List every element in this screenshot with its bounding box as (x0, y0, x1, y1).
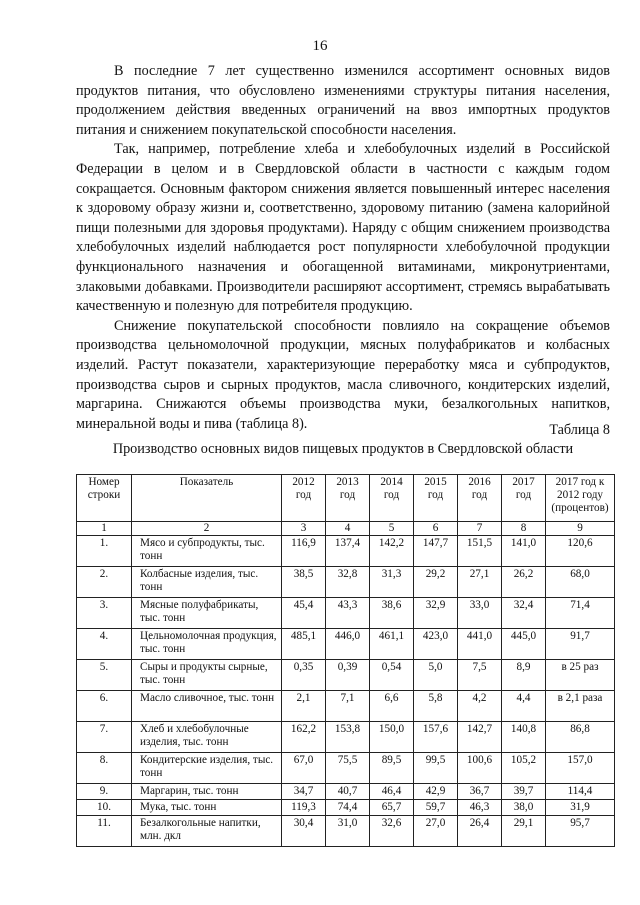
value-cell: 32,9 (414, 598, 458, 629)
value-cell: 67,0 (282, 753, 326, 784)
value-cell: 46,3 (458, 800, 502, 816)
column-header: 2014 год (370, 475, 414, 522)
row-number-cell: 10. (77, 800, 132, 816)
value-cell: 38,6 (370, 598, 414, 629)
table-row (77, 753, 615, 784)
column-header: Показатель (132, 475, 282, 522)
value-cell: 45,4 (282, 598, 326, 629)
value-cell: 7,1 (326, 691, 370, 722)
row-number-cell: 5. (77, 660, 132, 691)
paragraph: Так, например, потребление хлеба и хлебобулочных изделий в Российской Федерации в целом и в Свердловской области в частности с каждым годом сокращается. Основным фактором снижения является повышенный интерес населения к здоровому образу жизни и, соответственно, здоровому питанию (замена калорийной пищи полезными для здоровья продуктами). Наряду с общим снижением производства хлебобулочных изделий наблюдается рост популярности хлебобулочной продукции функционального назначения и обогащенной витаминами, микронутриентами, злаковыми добавками. Производители расширяют ассортимент, стремясь вырабатывать качественную и полезную для потребителя продукцию. (76, 141, 610, 315)
row-number-cell: 11. (77, 816, 132, 847)
row-number-cell: 8. (77, 753, 132, 784)
table-row (77, 784, 615, 800)
value-cell: 147,7 (414, 536, 458, 567)
value-cell: 31,3 (370, 567, 414, 598)
column-index: 4 (326, 522, 370, 536)
value-cell: 26,2 (502, 567, 546, 598)
value-cell: 8,9 (502, 660, 546, 691)
value-cell: 105,2 (502, 753, 546, 784)
value-cell: 30,4 (282, 816, 326, 847)
value-cell: 89,5 (370, 753, 414, 784)
value-cell: 162,2 (282, 722, 326, 753)
value-cell: 27,1 (458, 567, 502, 598)
row-number-cell: 3. (77, 598, 132, 629)
column-index: 1 (77, 522, 132, 536)
value-cell: 99,5 (414, 753, 458, 784)
indicator-cell: Масло сливочное, тыс. тонн (132, 691, 282, 722)
value-cell: 2,1 (282, 691, 326, 722)
table-row (77, 816, 615, 847)
row-number-cell: 7. (77, 722, 132, 753)
value-cell: 27,0 (414, 816, 458, 847)
value-cell: 423,0 (414, 629, 458, 660)
value-cell: 120,6 (546, 536, 615, 567)
table-row (77, 800, 615, 816)
value-cell: 29,1 (502, 816, 546, 847)
value-cell: 71,4 (546, 598, 615, 629)
value-cell: 33,0 (458, 598, 502, 629)
value-cell: 32,8 (326, 567, 370, 598)
indicator-cell: Хлеб и хлебобулочные изделия, тыс. тонн (132, 722, 282, 753)
table-title: Производство основных видов пищевых продуктов в Свердловской области (112, 441, 574, 457)
column-header: 2017 год к 2012 году (процентов) (546, 475, 615, 522)
value-cell: 32,6 (370, 816, 414, 847)
value-cell: 157,0 (546, 753, 615, 784)
column-index: 2 (132, 522, 282, 536)
value-cell: 40,7 (326, 784, 370, 800)
value-cell: 114,4 (546, 784, 615, 800)
value-cell: 0,54 (370, 660, 414, 691)
value-cell: 151,5 (458, 536, 502, 567)
value-cell: 91,7 (546, 629, 615, 660)
value-cell: 140,8 (502, 722, 546, 753)
value-cell: 119,3 (282, 800, 326, 816)
column-index: 3 (282, 522, 326, 536)
value-cell: 46,4 (370, 784, 414, 800)
value-cell: 59,7 (414, 800, 458, 816)
indicator-cell: Мясные полуфабрикаты, тыс. тонн (132, 598, 282, 629)
production-table (76, 474, 615, 847)
column-index-row (77, 522, 615, 536)
value-cell: 38,0 (502, 800, 546, 816)
value-cell: 137,4 (326, 536, 370, 567)
table-row (77, 660, 615, 691)
value-cell: 4,4 (502, 691, 546, 722)
value-cell: 116,9 (282, 536, 326, 567)
body-text (76, 62, 610, 434)
value-cell: 38,5 (282, 567, 326, 598)
value-cell: 31,9 (546, 800, 615, 816)
value-cell: 142,2 (370, 536, 414, 567)
table-row (77, 629, 615, 660)
value-cell: в 2,1 раза (546, 691, 615, 722)
value-cell: 157,6 (414, 722, 458, 753)
column-index: 6 (414, 522, 458, 536)
table-header-row (77, 475, 615, 522)
value-cell: 32,4 (502, 598, 546, 629)
column-header: Номер строки (77, 475, 132, 522)
value-cell: 5,0 (414, 660, 458, 691)
indicator-cell: Маргарин, тыс. тонн (132, 784, 282, 800)
table-caption: Таблица 8 (549, 422, 610, 438)
value-cell: 39,7 (502, 784, 546, 800)
column-header: 2017 год (502, 475, 546, 522)
value-cell: в 25 раз (546, 660, 615, 691)
value-cell: 26,4 (458, 816, 502, 847)
indicator-cell: Цельномолочная продукция, тыс. тонн (132, 629, 282, 660)
column-header: 2016 год (458, 475, 502, 522)
indicator-cell: Сыры и продукты сырные, тыс. тонн (132, 660, 282, 691)
value-cell: 31,0 (326, 816, 370, 847)
row-number-cell: 9. (77, 784, 132, 800)
page-number: 16 (312, 38, 328, 54)
paragraph: Снижение покупательской способности повлияло на сокращение объемов производства цельномолочной продукции, мясных полуфабрикатов и колбасных изделий. Растут показатели, характеризующие переработку мяса и субпродуктов, производства сыров и сырных продуктов, масла сливочного, кондитерских изделий, маргарина. Снижаются объемы производства муки, безалкогольных напитков, минеральной воды и пива (таблица 8). (76, 317, 610, 432)
table-row (77, 536, 615, 567)
row-number-cell: 2. (77, 567, 132, 598)
table-body (77, 522, 615, 847)
value-cell: 446,0 (326, 629, 370, 660)
table-row (77, 598, 615, 629)
table-row (77, 691, 615, 722)
value-cell: 86,8 (546, 722, 615, 753)
indicator-cell: Колбасные изделия, тыс. тонн (132, 567, 282, 598)
column-index: 9 (546, 522, 615, 536)
value-cell: 461,1 (370, 629, 414, 660)
value-cell: 141,0 (502, 536, 546, 567)
row-number-cell: 6. (77, 691, 132, 722)
value-cell: 34,7 (282, 784, 326, 800)
value-cell: 65,7 (370, 800, 414, 816)
value-cell: 36,7 (458, 784, 502, 800)
value-cell: 43,3 (326, 598, 370, 629)
value-cell: 7,5 (458, 660, 502, 691)
row-number-cell: 4. (77, 629, 132, 660)
value-cell: 445,0 (502, 629, 546, 660)
paragraph: В последние 7 лет существенно изменился ассортимент основных видов продуктов питания, что обусловлено изменениями структуры питания населения, продолжением действия введенных ограничений на ввоз импортных продуктов питания и снижением покупательской способности населения. (76, 63, 610, 138)
value-cell: 42,9 (414, 784, 458, 800)
column-header: 2013 год (326, 475, 370, 522)
value-cell: 68,0 (546, 567, 615, 598)
row-number-cell: 1. (77, 536, 132, 567)
value-cell: 153,8 (326, 722, 370, 753)
value-cell: 0,35 (282, 660, 326, 691)
value-cell: 74,4 (326, 800, 370, 816)
indicator-cell: Кондитерские изделия, тыс. тонн (132, 753, 282, 784)
indicator-cell: Мука, тыс. тонн (132, 800, 282, 816)
value-cell: 0,39 (326, 660, 370, 691)
indicator-cell: Мясо и субпродукты, тыс. тонн (132, 536, 282, 567)
column-index: 8 (502, 522, 546, 536)
value-cell: 5,8 (414, 691, 458, 722)
column-header: 2015 год (414, 475, 458, 522)
indicator-cell: Безалкогольные напитки, млн. дкл (132, 816, 282, 847)
table-row (77, 722, 615, 753)
column-header: 2012 год (282, 475, 326, 522)
table-row (77, 567, 615, 598)
value-cell: 142,7 (458, 722, 502, 753)
column-index: 5 (370, 522, 414, 536)
value-cell: 100,6 (458, 753, 502, 784)
value-cell: 75,5 (326, 753, 370, 784)
value-cell: 485,1 (282, 629, 326, 660)
value-cell: 441,0 (458, 629, 502, 660)
value-cell: 6,6 (370, 691, 414, 722)
value-cell: 29,2 (414, 567, 458, 598)
value-cell: 4,2 (458, 691, 502, 722)
value-cell: 150,0 (370, 722, 414, 753)
column-index: 7 (458, 522, 502, 536)
value-cell: 95,7 (546, 816, 615, 847)
